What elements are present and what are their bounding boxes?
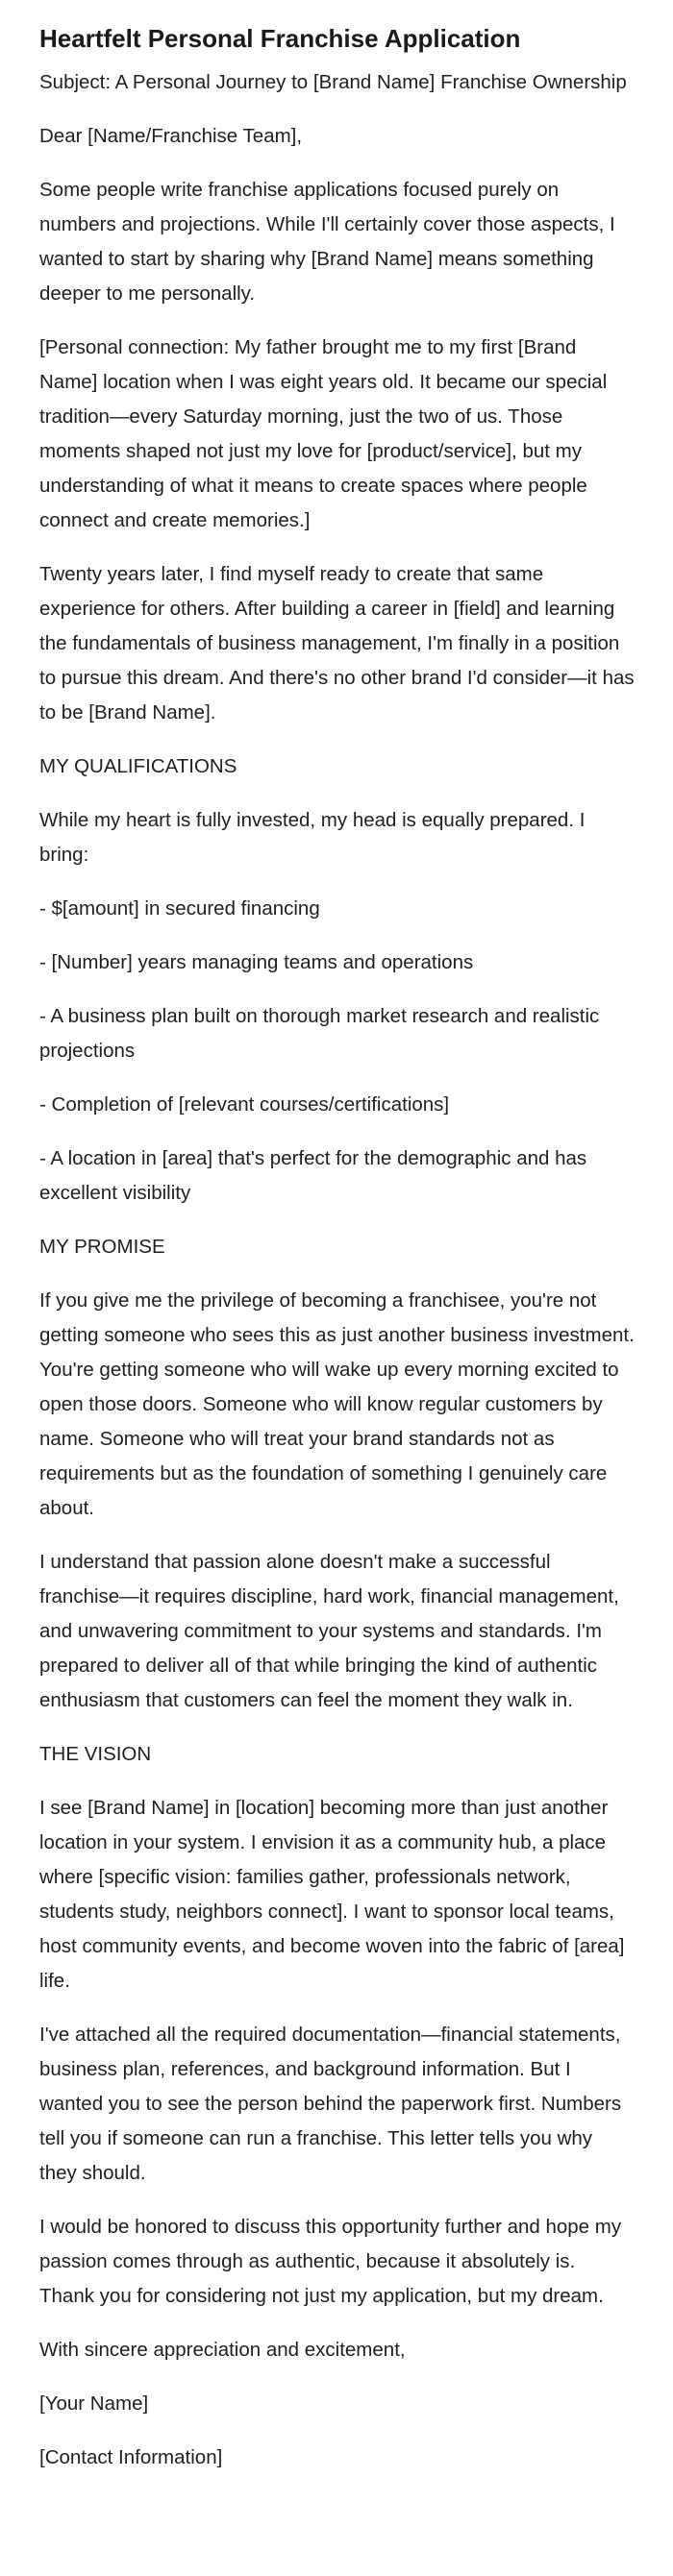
intro-paragraph: Some people write franchise applications focused purely on numbers and projections. While I'll certainly cover those aspects, I wanted to start by sharing why [Brand Name] means something deeper to me personally. <box>39 179 615 305</box>
salutation: Dear [Name/Franchise Team], <box>39 125 303 147</box>
personal-connection-paragraph: [Personal connection: My father brought me to my first [Brand Name] location when I was eight years old. It became our special tradition—every Saturday morning, just the two of us. Those moments shaped not just my love for [product/service], but my understanding of what it means to create spaces where people connect and create memories.] <box>39 336 608 531</box>
vision-heading: THE VISION <box>39 1743 152 1765</box>
qualification-item: - A location in [area] that's perfect for the demographic and has excellent visibility <box>39 1147 587 1204</box>
promise-paragraph-2: I understand that passion alone doesn't make a successful franchise—it requires discipline, hard work, financial management, and unwavering commitment to your systems and standards. I'm prepared to deliver all of that while bringing the kind of authentic enthusiasm that customers can feel the moment they walk in. <box>39 1551 619 1711</box>
closing-paragraph: I would be honored to discuss this opportunity further and hope my passion comes through as authentic, because it absolutely is. Thank you for considering not just my application, but my dream. <box>39 2216 622 2307</box>
background-paragraph: Twenty years later, I find myself ready to create that same experience for others. After building a career in [field] and learning the fundamentals of business management, I'm finally in a position to pursue this dream. And there's no other brand I'd consider—it has to be [Brand Name]. <box>39 563 635 724</box>
promise-heading: MY PROMISE <box>39 1236 165 1258</box>
document-title: Heartfelt Personal Franchise Application <box>39 24 521 53</box>
subject-line: Subject: A Personal Journey to [Brand Name] Franchise Ownership <box>39 71 627 93</box>
qualifications-heading: MY QUALIFICATIONS <box>39 755 237 777</box>
qualifications-intro: While my heart is fully invested, my head is equally prepared. I bring: <box>39 809 586 866</box>
signature-name: [Your Name] <box>39 2392 149 2415</box>
qualification-item: - A business plan built on thorough market research and realistic projections <box>39 1005 600 1062</box>
qualification-item: - $[amount] in secured financing <box>39 897 320 920</box>
qualification-item: - Completion of [relevant courses/certifications] <box>39 1093 450 1116</box>
contact-information: [Contact Information] <box>39 2446 223 2468</box>
vision-paragraph-2: I've attached all the required documentation—financial statements, business plan, references, and background information. But I wanted you to see the person behind the paperwork first. Numbers tell you if someone can run a franchise. This letter tells you why they should. <box>39 2024 622 2184</box>
sign-off: With sincere appreciation and excitement, <box>39 2339 406 2361</box>
qualification-item: - [Number] years managing teams and operations <box>39 951 474 973</box>
vision-paragraph-1: I see [Brand Name] in [location] becoming more than just another location in your system. I envision it as a community hub, a place where [specific vision: families gather, professionals network, students study, neighbors connect]. I want to sponsor local teams, host community events, and become woven into the fabric of [area] life. <box>39 1797 625 1992</box>
promise-paragraph-1: If you give me the privilege of becoming a franchisee, you're not getting someone who sees this as just another business investment. You're getting someone who will wake up every morning excited to open those doors. Someone who will know regular customers by name. Someone who will treat your brand standards not as requirements but as the foundation of something I genuinely care about. <box>39 1289 635 1519</box>
